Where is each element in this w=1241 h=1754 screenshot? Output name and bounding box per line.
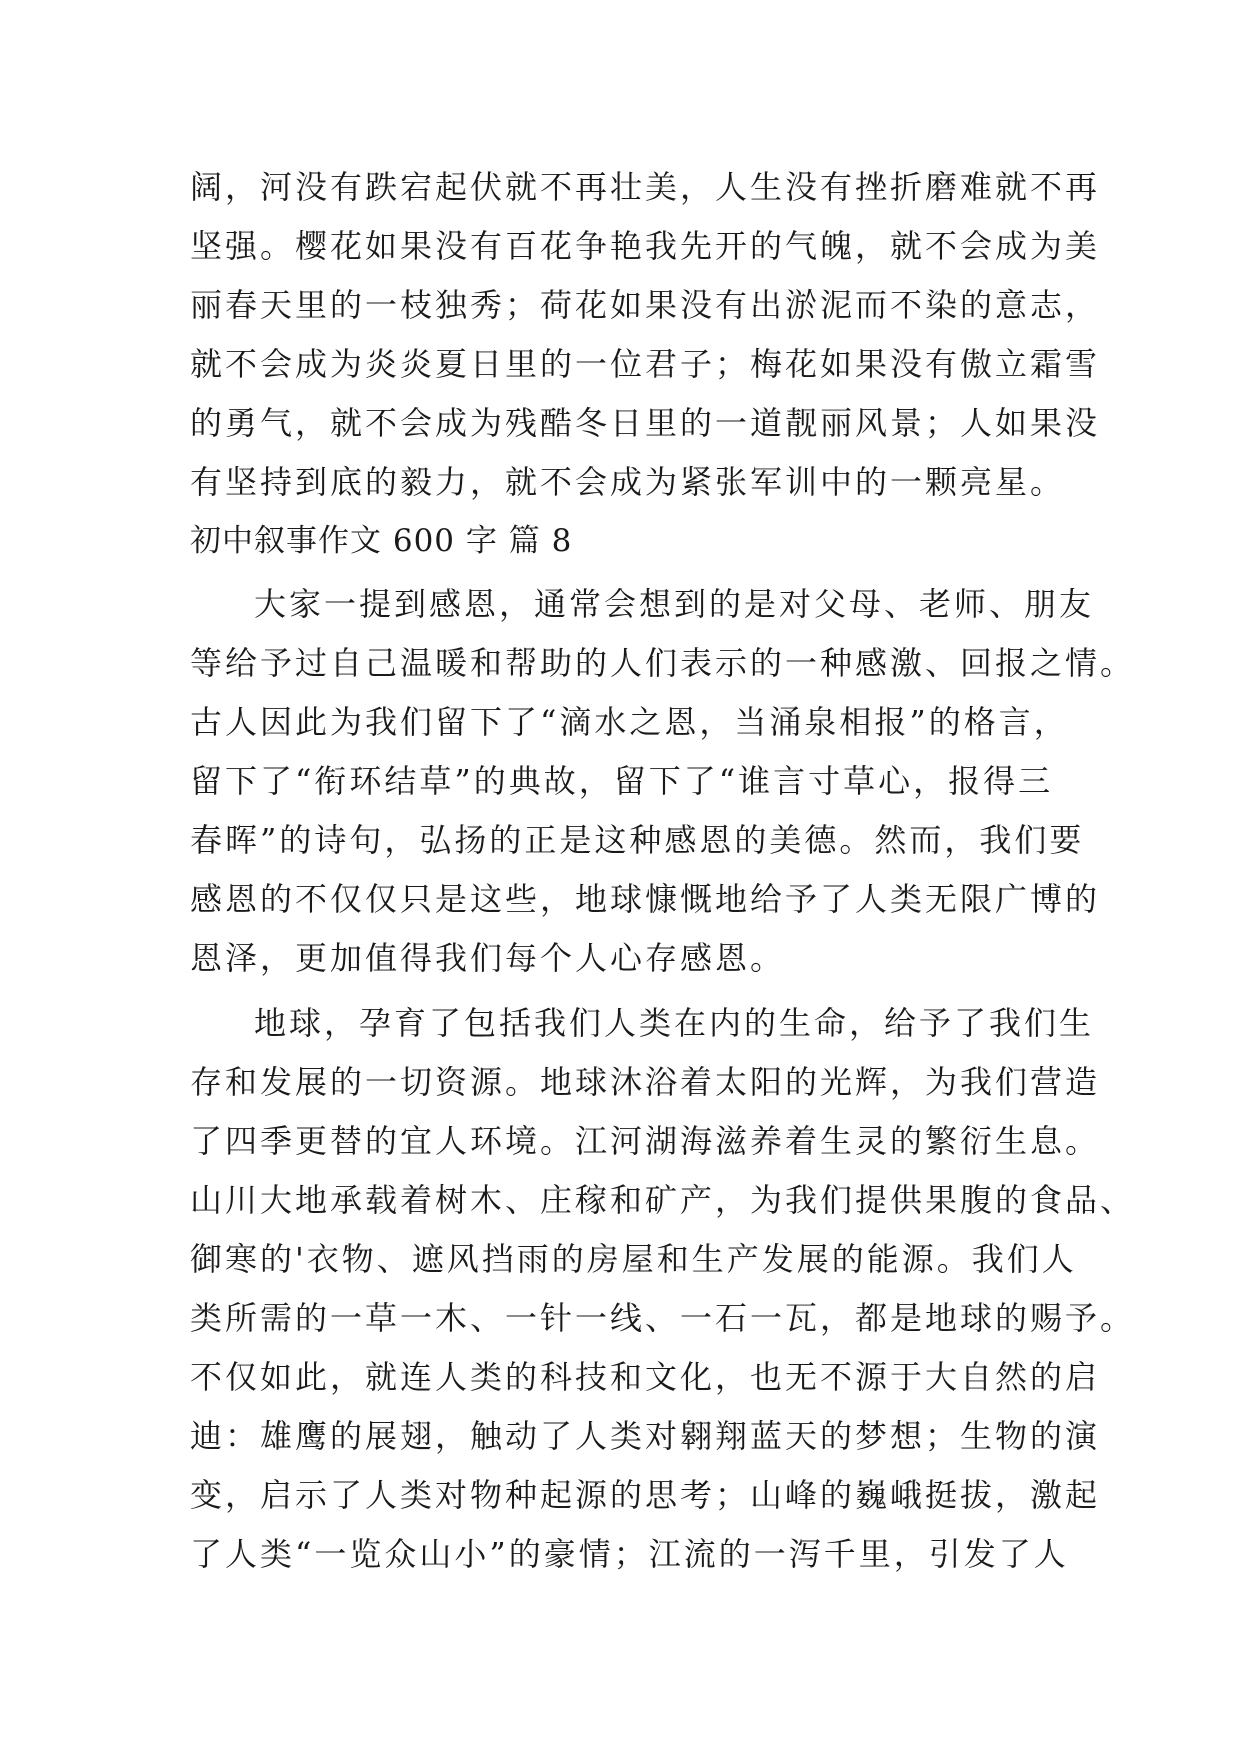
text-line: 了四季更替的宜人环境。江河湖海滋养着生灵的繁衍生息。 [190,1122,1101,1160]
text-line: 感恩的不仅仅只是这些，地球慷慨地给予了人类无限广博的 [190,880,1101,918]
section-heading: 初中叙事作文 600 字 篇 8 [190,523,573,559]
text-line: 山川大地承载着树木、庄稼和矿产，为我们提供果腹的食品、 [190,1181,1136,1219]
text-line: 地球，孕育了包括我们人类在内的生命，给予了我们生 [254,1004,1095,1042]
paragraph-gratitude-intro [190,575,1136,988]
text-line: 有坚持到底的毅力，就不会成为紧张军训中的一颗亮星。 [190,463,1066,501]
text-line: 坚强。樱花如果没有百花争艳我先开的气魄，就不会成为美 [190,227,1101,265]
document-body [190,158,1136,1584]
text-line: 阔，河没有跌宕起伏就不再壮美，人生没有挫折磨难就不再 [190,168,1101,206]
text-line: 类所需的一草一木、一针一线、一石一瓦，都是地球的赐予。 [190,1299,1136,1337]
text-line: 等给予过自己温暖和帮助的人们表示的一种感激、回报之情。 [190,644,1136,682]
text-line: 大家一提到感恩，通常会想到的是对父母、老师、朋友 [254,585,1095,623]
text-line: 丽春天里的一枝独秀；荷花如果没有出淤泥而不染的意志， [190,286,1101,324]
text-line: 就不会成为炎炎夏日里的一位君子；梅花如果没有傲立霜雪 [190,345,1101,383]
text-line: 的勇气，就不会成为残酷冬日里的一道靓丽风景；人如果没 [190,404,1101,442]
text-line: 御寒的'衣物、遮风挡雨的房屋和生产发展的能源。我们人 [190,1240,1077,1278]
text-line: 迪：雄鹰的展翅，触动了人类对翱翔蓝天的梦想；生物的演 [190,1417,1101,1455]
text-line: 古人因此为我们留下了“滴水之恩，当涌泉相报”的格言， [190,703,1069,741]
continuation-paragraph [190,158,1101,512]
text-line: 变，启示了人类对物种起源的思考；山峰的巍峨挺拔，激起 [190,1476,1101,1514]
text-line: 留下了“衔环结草”的典故，留下了“谁言寸草心，报得三 [190,762,1054,800]
text-line: 存和发展的一切资源。地球沐浴着太阳的光辉，为我们营造 [190,1063,1101,1101]
text-line: 不仅如此，就连人类的科技和文化，也无不源于大自然的启 [190,1358,1101,1396]
text-line: 春晖”的诗句，弘扬的正是这种感恩的美德。然而，我们要 [190,821,1085,859]
text-line: 了人类“一览众山小”的豪情；江流的一泻千里，引发了人 [190,1535,1069,1573]
paragraph-earth [190,994,1136,1584]
text-line: 恩泽，更加值得我们每个人心存感恩。 [190,939,786,977]
